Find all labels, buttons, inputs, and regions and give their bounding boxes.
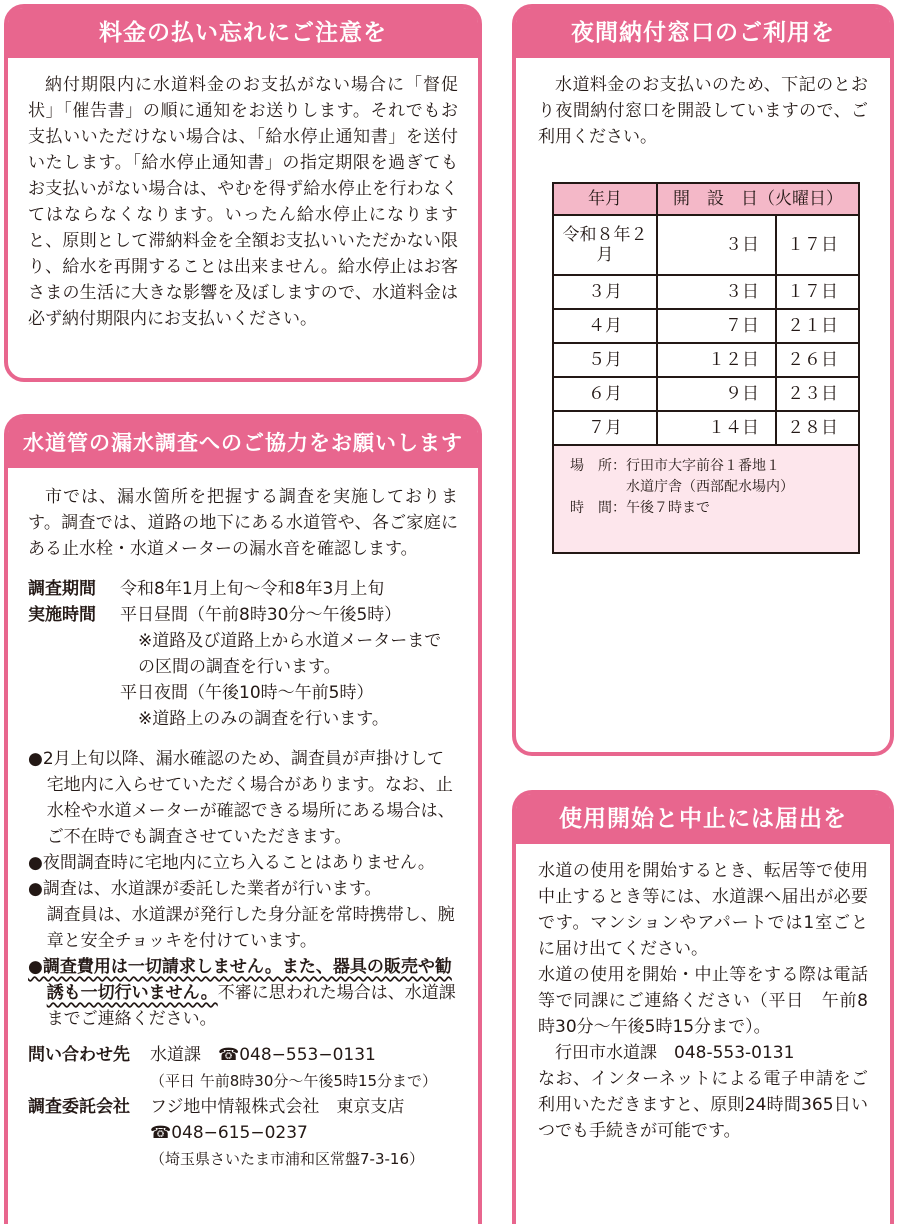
- survey-note-3-cont: 調査員は、水道課が発行した身分証を常時携帯し、腕章と安全チョッキを付けています。: [46, 905, 455, 951]
- survey-time-night-note: ※道路上のみの調査を行います。: [138, 709, 389, 729]
- fee-reminder-body: 納付期限内に水道料金のお支払がない場合に「督促状」「催告書」の順に通知をお送りします。それでもお支払いいただけない場合は、「給水停止通知書」を送付いたします。「給水停止通知書」の指定期限を過ぎてもお支払いがない場合は、やむを得ず給水停止を行わなくてはならなくなります。いったん給水停止になりますと、原則として滞納料金を全額お支払いいただかない限り、給水を再開することは出来ません。給水停止はお客さまの生活に大きな影響を及ぼしますので、水道料金は必ず納付期限内にお支払いください。: [28, 75, 458, 329]
- row-day1: ３日: [657, 215, 776, 275]
- contractor-phone[interactable]: 048−615−0237: [171, 1123, 308, 1143]
- start-stop-title: 使用開始と中止には届出を: [516, 794, 890, 844]
- contractor-address: （埼玉県さいたま市浦和区常盤7-3-16）: [150, 1150, 425, 1168]
- row-day2: １７日: [776, 215, 859, 275]
- survey-time-day-note: ※道路及び道路上から水道メーターまでの区間の調査を行います。: [138, 631, 442, 677]
- contact-name: 水道課: [150, 1045, 201, 1065]
- row-month: ５月: [553, 343, 657, 377]
- table-row: [553, 309, 859, 343]
- survey-details: [28, 576, 458, 732]
- table-row: [553, 411, 859, 445]
- start-stop-contact: 行田市水道課 048-553-0131: [555, 1043, 795, 1063]
- row-day1: ３日: [657, 275, 776, 309]
- survey-note-4-emphasis: ●調査費用は一切請求しません。また、器具の販売や勧誘も一切行いません。: [28, 957, 452, 1003]
- contractor-label: 調査委託会社: [28, 1097, 130, 1117]
- row-day1: ９日: [657, 377, 776, 411]
- night-window-section: [512, 4, 894, 756]
- contact-row: [28, 1042, 458, 1094]
- contact-label: 問い合わせ先: [28, 1045, 130, 1065]
- row-month: ７月: [553, 411, 657, 445]
- start-stop-section: [512, 790, 894, 1224]
- survey-time-day: 平日昼間（午前8時30分〜午後5時）: [120, 605, 402, 625]
- survey-period-label: 調査期間: [28, 579, 96, 599]
- contractor-name: フジ地中情報株式会社 東京支店: [150, 1097, 405, 1117]
- place-line1: 行田市大字前谷１番地１: [626, 458, 780, 474]
- night-window-schedule-table: [552, 182, 860, 554]
- night-window-title: 夜間納付窓口のご利用を: [516, 8, 890, 58]
- row-day2: ２１日: [776, 309, 859, 343]
- place-line2: 水道庁舎（西部配水場内）: [626, 479, 794, 495]
- row-day2: ２３日: [776, 377, 859, 411]
- survey-notes-list: [28, 746, 458, 1032]
- row-day1: １４日: [657, 411, 776, 445]
- table-row: [553, 275, 859, 309]
- leak-survey-intro: 市では、漏水箇所を把握する調査を実施しております。調査では、道路の地下にある水道管や、各ご家庭にある止水栓・水道メーターの漏水音を確認します。: [28, 487, 458, 559]
- survey-time-night: 平日夜間（午後10時〜午前5時）: [120, 683, 374, 703]
- table-header-row: [553, 183, 859, 215]
- table-row: [553, 343, 859, 377]
- night-window-intro: 水道料金のお支払いのため、下記のとおり夜間納付窓口を開設していますので、ご利用ください。: [538, 75, 868, 147]
- survey-note-4-rest: 不審に思われた場合は、水道課までご連絡ください。: [46, 983, 456, 1029]
- row-day2: ２８日: [776, 411, 859, 445]
- table-header-month: 年月: [553, 183, 657, 215]
- table-header-days: 開 設 日（火曜日）: [657, 183, 859, 215]
- survey-note-1: ●2月上旬以降、漏水確認のため、調査員が声掛けして宅地内に入らせていただく場合があります。なお、止水栓や水道メーターが確認できる場所にある場合は、ご不在時でも調査させていただきます。: [28, 749, 455, 847]
- table-info-row: [553, 445, 859, 553]
- survey-period-value: 令和8年1月上旬〜令和8年3月上旬: [120, 579, 385, 599]
- time-value: 午後７時まで: [626, 500, 710, 516]
- survey-note-4: [28, 954, 458, 1032]
- survey-note-2: ●夜間調査時に宅地内に立ち入ることはありません。: [28, 853, 435, 873]
- contact-phone[interactable]: 048−553−0131: [239, 1045, 376, 1065]
- row-day2: ２６日: [776, 343, 859, 377]
- row-day1: ７日: [657, 309, 776, 343]
- contact-info: [28, 1042, 458, 1172]
- row-month: ６月: [553, 377, 657, 411]
- leak-survey-title: 水道管の漏水調査へのご協力をお願いします: [8, 418, 478, 468]
- survey-time-row: [28, 602, 458, 732]
- night-window-place-time: [553, 445, 859, 553]
- time-label: 時 間：: [570, 500, 626, 516]
- table-row: [553, 377, 859, 411]
- place-label: 場 所：: [570, 458, 626, 474]
- fee-reminder-section: [4, 4, 482, 382]
- start-stop-p1: 水道の使用を開始するとき、転居等で使用中止するとき等には、水道課へ届出が必要です。マンションやアパートでは1室ごとに届け出てください。: [538, 861, 868, 959]
- survey-note-3: ●調査は、水道課が委託した業者が行います。: [28, 879, 382, 899]
- row-day2: １７日: [776, 275, 859, 309]
- row-month: ４月: [553, 309, 657, 343]
- table-row: [553, 215, 859, 275]
- phone-icon: ☎: [218, 1045, 240, 1065]
- contact-hours: （平日 午前8時30分〜午後5時15分まで）: [150, 1072, 438, 1090]
- row-month: 令和８年２月: [553, 215, 657, 275]
- start-stop-p2: 水道の使用を開始・中止等をする際は電話等で同課にご連絡ください（平日 午前8時30分〜午後5時15分まで）。: [538, 965, 868, 1037]
- leak-survey-section: [4, 414, 482, 1224]
- row-day1: １２日: [657, 343, 776, 377]
- start-stop-p4: なお、インターネットによる電子申請をご利用いただきますと、原則24時間365日いつでも手続きが可能です。: [538, 1069, 868, 1141]
- fee-reminder-title: 料金の払い忘れにご注意を: [8, 8, 478, 58]
- contractor-row: [28, 1094, 458, 1172]
- survey-period-row: [28, 576, 458, 602]
- phone-icon: ☎: [150, 1123, 172, 1143]
- row-month: ３月: [553, 275, 657, 309]
- survey-time-label: 実施時間: [28, 605, 96, 625]
